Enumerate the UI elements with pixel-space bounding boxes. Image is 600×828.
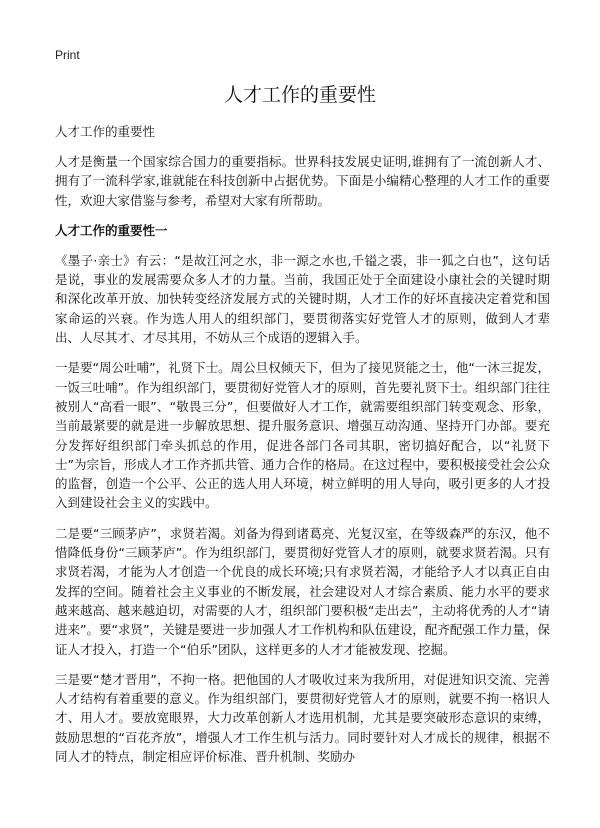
body-paragraph: 二是要“三顾茅庐”，求贤若渴。刘备为得到诸葛亮、光复汉室，在等级森严的东汉，他不惜降低身份“三顾茅庐”。作为组织部门，要贯彻好党管人才的原则，就要求贤若渴。只有求贤若渴，才能为人才创造一个优良的成长环境;只有求贤若渴，才能给予人才以真正自由发挥的空间。随着社会主义事业的不断发展，社会建设对人才综合素质、能力水平的要求越来越高、越来越迫切，对需要的人才，组织部门要积极“走出去”，主动将优秀的人才“请进来”。要“求贤”，关键是要进一步加强人才工作机构和队伍建设，配齐配强工作力量，保证人才投入，打造一个“伯乐”团队，这样更多的人才才能被发现、挖掘。 [55, 525, 550, 657]
body-paragraph: 《墨子·亲士》有云：“是故江河之水，非一源之水也,千镒之裘，非一狐之白也”，这句话是说，事业的发展需要众多人才的力量。当前，我国正处于全面建设小康社会的关键时期和深化改革开放、加快转变经济发展方式的关键时期，人才工作的好坏直接决定着党和国家命运的兴衰。作为选人用人的组织部门，要贯彻落实好党管人才的原则，做到人才辈出、人尽其才、才尽其用，不妨从三个成语的逻辑入手。 [55, 252, 550, 346]
article-body [55, 122, 550, 777]
section-heading: 人才工作的重要性一 [55, 222, 168, 238]
article-subtitle: 人才工作的重要性 [55, 124, 156, 139]
page-title: 人才工作的重要性 [223, 84, 376, 106]
body-paragraph: 三是要“楚才晋用”，不拘一格。把他国的人才吸收过来为我所用，对促进知识交流、完善人才结构有着重要的意义。作为组织部门，要贯彻好党管人才的原则，就要不拘一格识人才、用人才。要放宽眼界，大力改革创新人才选用机制，尤其是要突破形态意识的束缚，鼓励思想的“百花齐放”，增强人才工作生机与活力。同时要针对人才成长的规律，根据不同人才的特点，制定相应评价标准、晋升机制、奖励办 [55, 671, 550, 765]
body-paragraph: 一是要“周公吐哺”，礼贤下士。周公旦权倾天下，但为了接见贤能之士，他“一沐三捉发，一饭三吐哺”。作为组织部门，要贯彻好党管人才的原则，首先要礼贤下士。组织部门往往被别人“高看一眼”、“敬畏三分”，但要做好人才工作，就需要组织部门转变观念、形象，当前最紧要的就是进一步解放思想、提升服务意识、增强互动沟通、坚持开门办部。要充分发挥好组织部门牵头抓总的作用，促进各部门各司其职，密切搞好配合，以“礼贤下士”为宗旨，形成人才工作齐抓共管、通力合作的格局。在这过程中，要积极接受社会公众的监督，创造一个公平、公正的选人用人环境，树立鲜明的用人导向，吸引更多的人才投入到建设社会主义的实践中。 [55, 360, 550, 511]
intro-paragraph: 人才是衡量一个国家综合国力的重要指标。世界科技发展史证明,谁拥有了一流创新人才、拥有了一流科学家,谁就能在科技创新中占据优势。下面是小编精心整理的人才工作的重要性，欢迎大家借鉴与参考，希望对大家有所帮助。 [55, 154, 550, 208]
print-label[interactable]: Print [55, 48, 80, 62]
